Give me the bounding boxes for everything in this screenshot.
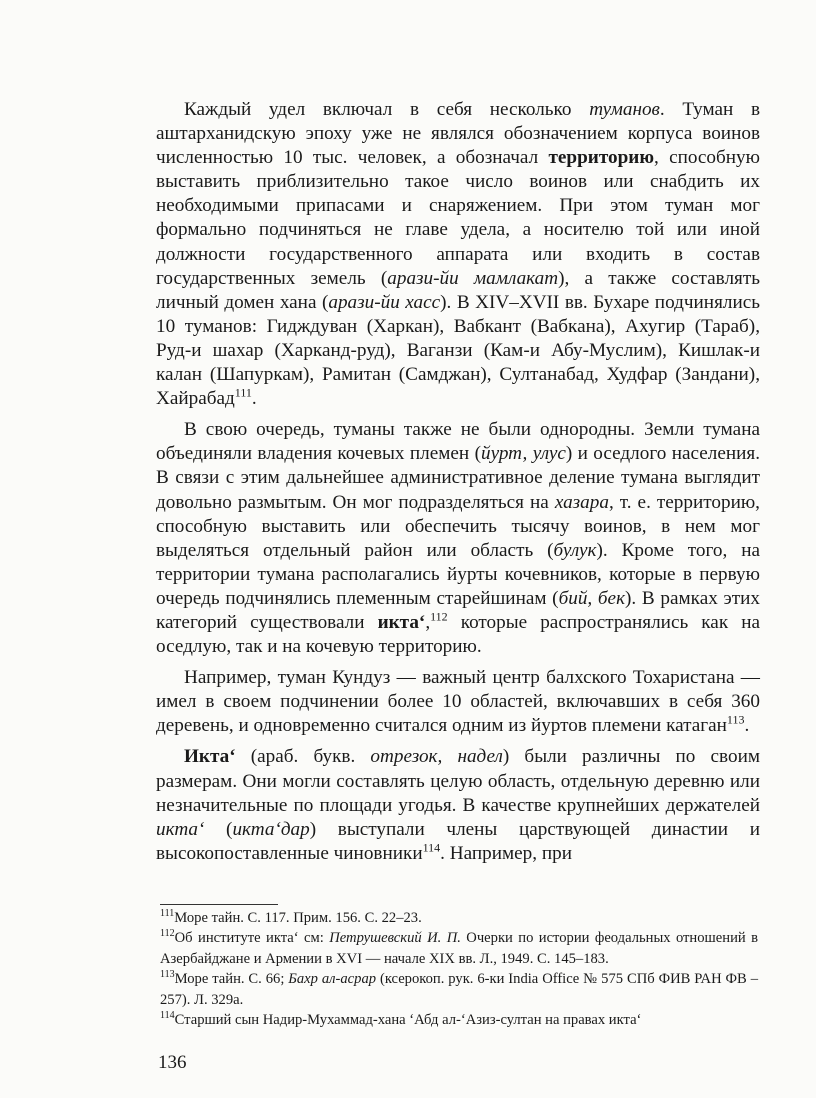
text-run: ). Кроме того, на территории тумана располагались йурты кочевников, которые в первую очередь подчинялись племенным старейшинам ( (156, 539, 760, 609)
text-run: . (744, 715, 750, 737)
bold-term: икта‘ (377, 611, 426, 633)
footnote-italic: Петрушевский И. П. (329, 930, 461, 947)
italic-term: отрезок, надел (370, 746, 503, 768)
footnote-divider (160, 904, 278, 905)
text-run: , способную выставить приблизительно такое число воинов или снабдить их необходимыми припасами и снаряжением. При этом туман мог формально подчиняться не главе удела, а носителю той или иной должности государственного аппарата или входить в состав государственных земель ( (156, 147, 760, 289)
text-run: ). В XIV–XVII вв. Бухаре подчинялись 10 туманов: Гидждуван (Харкан), Вабкант (Вабкана), Ахугир (Тараб), Руд-и шахар (Харканд-руд), Ваганзи (Кам-и Абу-Муслим), Кишлак-и калан (Шапуркам), Рамитан (Самджан), Султанабад, Худфар (Зандани), Хайрабад (156, 291, 761, 410)
footnote-number: 111 (160, 908, 175, 920)
page-number: 136 (158, 1052, 187, 1073)
footnote-114 (160, 1010, 758, 1030)
footnote-text: (ксерокоп. рук. 6-ки India Office № 575 СПб ФИВ РАН ФВ – 257). Л. 329а. (160, 971, 758, 1008)
bold-term: Икта‘ (184, 746, 236, 768)
text-run: . Например, при (440, 842, 572, 864)
text-run: . (251, 388, 257, 410)
footnote-text: Старший сын Надир-Мухаммад-хана ‘Абд ал-‘Азиз-султан на правах икта‘ (174, 1012, 642, 1029)
main-text (156, 98, 760, 873)
text-run: ) были различны по своим размерам. Они могли составлять целую область, отдельную деревню или незначительные по площади угодья. В качестве крупнейших держателей (156, 746, 760, 816)
text-run: ), а также составлять личный домен хана ( (156, 267, 760, 313)
text-run: В свою очередь, туманы также не были однородны. Земли тумана объединяли владения кочевых племен ( (156, 419, 760, 465)
italic-term: арази-йи мамлакат (387, 267, 559, 289)
bold-term: территорию (548, 147, 654, 169)
footnote-number: 114 (160, 1010, 175, 1022)
footnote-text: Море тайн. С. 66; (174, 971, 289, 988)
footnote-number: 112 (160, 928, 175, 940)
footnote-text: Об институте икта‘ см: (174, 930, 330, 947)
italic-term: йурт, улус (480, 443, 566, 465)
italic-term: булук (553, 539, 597, 561)
text-run: Например, туман Кундуз — важный центр балхского Тохаристана — имел в своем подчинении более 10 областей, включавших в себя 360 деревень, и одновременно считался одним из йуртов племени катаган (156, 667, 760, 737)
footnote-text: Очерки по истории феодальных отношений в Азербайджане и Армении в XVI — начале XIX вв. Л., 1949. С. 145–183. (160, 930, 758, 967)
paragraph-3 (156, 666, 760, 738)
text-run: (араб. букв. (235, 746, 371, 768)
footnote-text: Море тайн. С. 117. Прим. 156. С. 22–23. (174, 910, 422, 926)
italic-term: икта‘дар (232, 818, 310, 840)
footnote-ref: 112 (430, 609, 448, 624)
footnote-113 (160, 969, 758, 1010)
italic-term: арази-йи хасс (328, 291, 441, 313)
paragraph-2 (156, 418, 760, 659)
paragraph-1 (156, 98, 760, 411)
text-run: , т. е. территорию, способную выставить или обеспечить тысячу воинов, в нем мог выделяться отдельный район или область ( (156, 491, 760, 561)
text-run: . Туман в аштарханидскую эпоху уже не являлся обозначением корпуса воинов численностью 10 тыс. человек, а обозначал (156, 99, 760, 169)
footnote-ref: 113 (726, 712, 745, 727)
text-run: ( (204, 818, 233, 840)
text-run: ) и оседлого населения. В связи с этим дальнейшее административное деление тумана выглядит довольно размытым. Он мог подразделяться на (156, 443, 760, 513)
text-run: ) выступали члены царствующей династии и высокопоставленные чиновники (156, 818, 760, 864)
footnote-italic: Бахр ал-асрар (288, 971, 377, 988)
text-run: Каждый удел включал в себя несколько (184, 99, 590, 120)
italic-term: туманов (589, 99, 660, 120)
footnote-111 (160, 908, 758, 928)
italic-term: икта‘ (156, 818, 205, 840)
italic-term: бий, бек (558, 587, 626, 609)
footnote-ref: 114 (422, 840, 441, 855)
footnote-112 (160, 928, 758, 969)
footnote-number: 113 (160, 969, 175, 981)
text-run: которые распространялись как на оседлую, так и на кочевую территорию. (156, 611, 760, 658)
footnotes (160, 908, 758, 1030)
italic-term: хазара (554, 491, 609, 513)
footnote-ref: 111 (234, 385, 252, 400)
paragraph-4 (156, 745, 760, 865)
text-run: , (425, 611, 431, 633)
text-run: ). В рамках этих категорий существовали (156, 587, 760, 633)
